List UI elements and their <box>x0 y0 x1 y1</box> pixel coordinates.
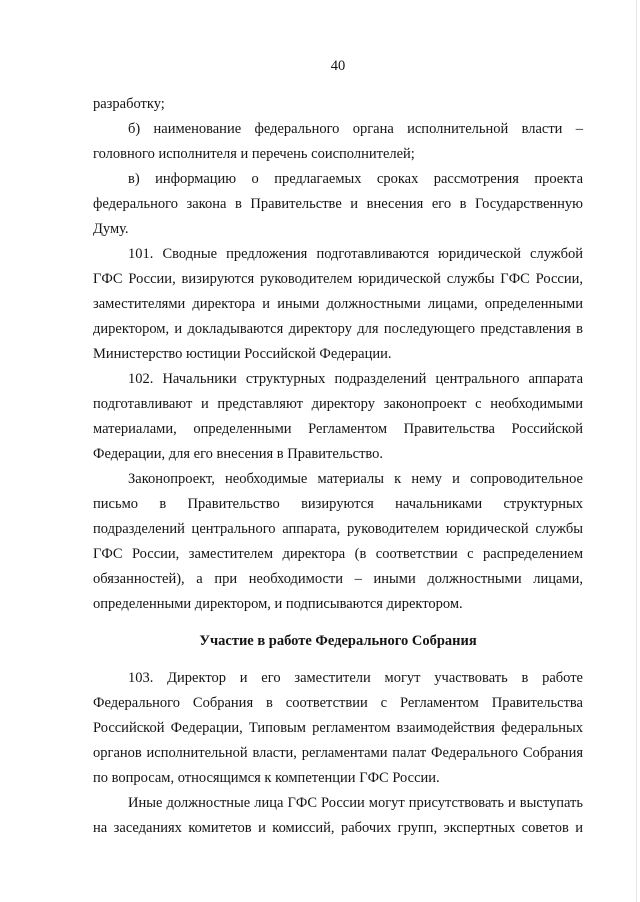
text-line: письмо в Правительство визируются начальниками структурных <box>93 496 583 512</box>
paragraph <box>93 117 583 167</box>
text-line: 101. Сводные предложения подготавливаются юридической службой <box>128 246 583 262</box>
text-line: органов исполнительной власти, регламентами палат Федерального Собрания <box>93 745 583 761</box>
paragraph <box>93 167 583 242</box>
text-line: ГФС России, заместителем директора (в соответствии с распределением <box>93 546 583 562</box>
text-line: Российской Федерации, Типовым регламентом взаимодействия федеральных <box>93 720 583 736</box>
text-line: директором, и докладываются директору для последующего представления в <box>93 321 583 337</box>
section-body <box>93 666 583 841</box>
paragraph <box>93 791 583 841</box>
text-line: Федерального Собрания в соответствии с Регламентом Правительства <box>93 695 583 711</box>
document-body <box>93 92 583 841</box>
text-line: ГФС России, визируются руководителем юридической службы ГФС России, <box>93 271 583 287</box>
text-line: Федерации, для его внесения в Правительство. <box>93 446 384 462</box>
text-line: разработку; <box>93 96 165 112</box>
text-line: 102. Начальники структурных подразделений центрального аппарата <box>128 371 583 387</box>
text-line: Иные должностные лица ГФС России могут присутствовать и выступать <box>128 795 583 811</box>
paragraph <box>93 367 583 467</box>
paragraph <box>93 467 583 617</box>
text-line: обязанностей), а при необходимости – иными должностными лицами, <box>93 571 583 587</box>
text-line: подразделений центрального аппарата, руководителем юридической службы <box>93 521 583 537</box>
text-line: подготавливают и представляют директору законопроект с необходимыми <box>93 396 583 412</box>
scan-edge <box>636 0 637 902</box>
paragraph <box>93 666 583 791</box>
text-line: Думу. <box>93 221 129 237</box>
text-line: заместителями директора и иными должностными лицами, определенными <box>93 296 583 312</box>
text-line: материалами, определенными Регламентом Правительства Российской <box>93 421 583 437</box>
text-line: Министерство юстиции Российской Федерации. <box>93 346 392 362</box>
text-line: определенными директором, и подписываются директором. <box>93 596 463 612</box>
text-line: в) информацию о предлагаемых сроках рассмотрения проекта <box>128 171 583 187</box>
paragraph <box>93 92 583 117</box>
text-line: 103. Директор и его заместители могут участвовать в работе <box>128 670 583 686</box>
page-number: 40 <box>330 58 346 74</box>
section-heading: Участие в работе Федерального Собрания <box>199 633 477 649</box>
text-line: по вопросам, относящимся к компетенции ГФС России. <box>93 770 440 786</box>
text-line: Законопроект, необходимые материалы к нему и сопроводительное <box>128 471 583 487</box>
text-line: на заседаниях комитетов и комиссий, рабочих групп, экспертных советов и <box>93 820 583 836</box>
text-line: б) наименование федерального органа исполнительной власти – <box>128 121 583 137</box>
text-line: федерального закона в Правительстве и внесения его в Государственную <box>93 196 583 212</box>
text-line: головного исполнителя и перечень соисполнителей; <box>93 146 415 162</box>
paragraph <box>93 242 583 367</box>
section-body <box>93 92 583 617</box>
